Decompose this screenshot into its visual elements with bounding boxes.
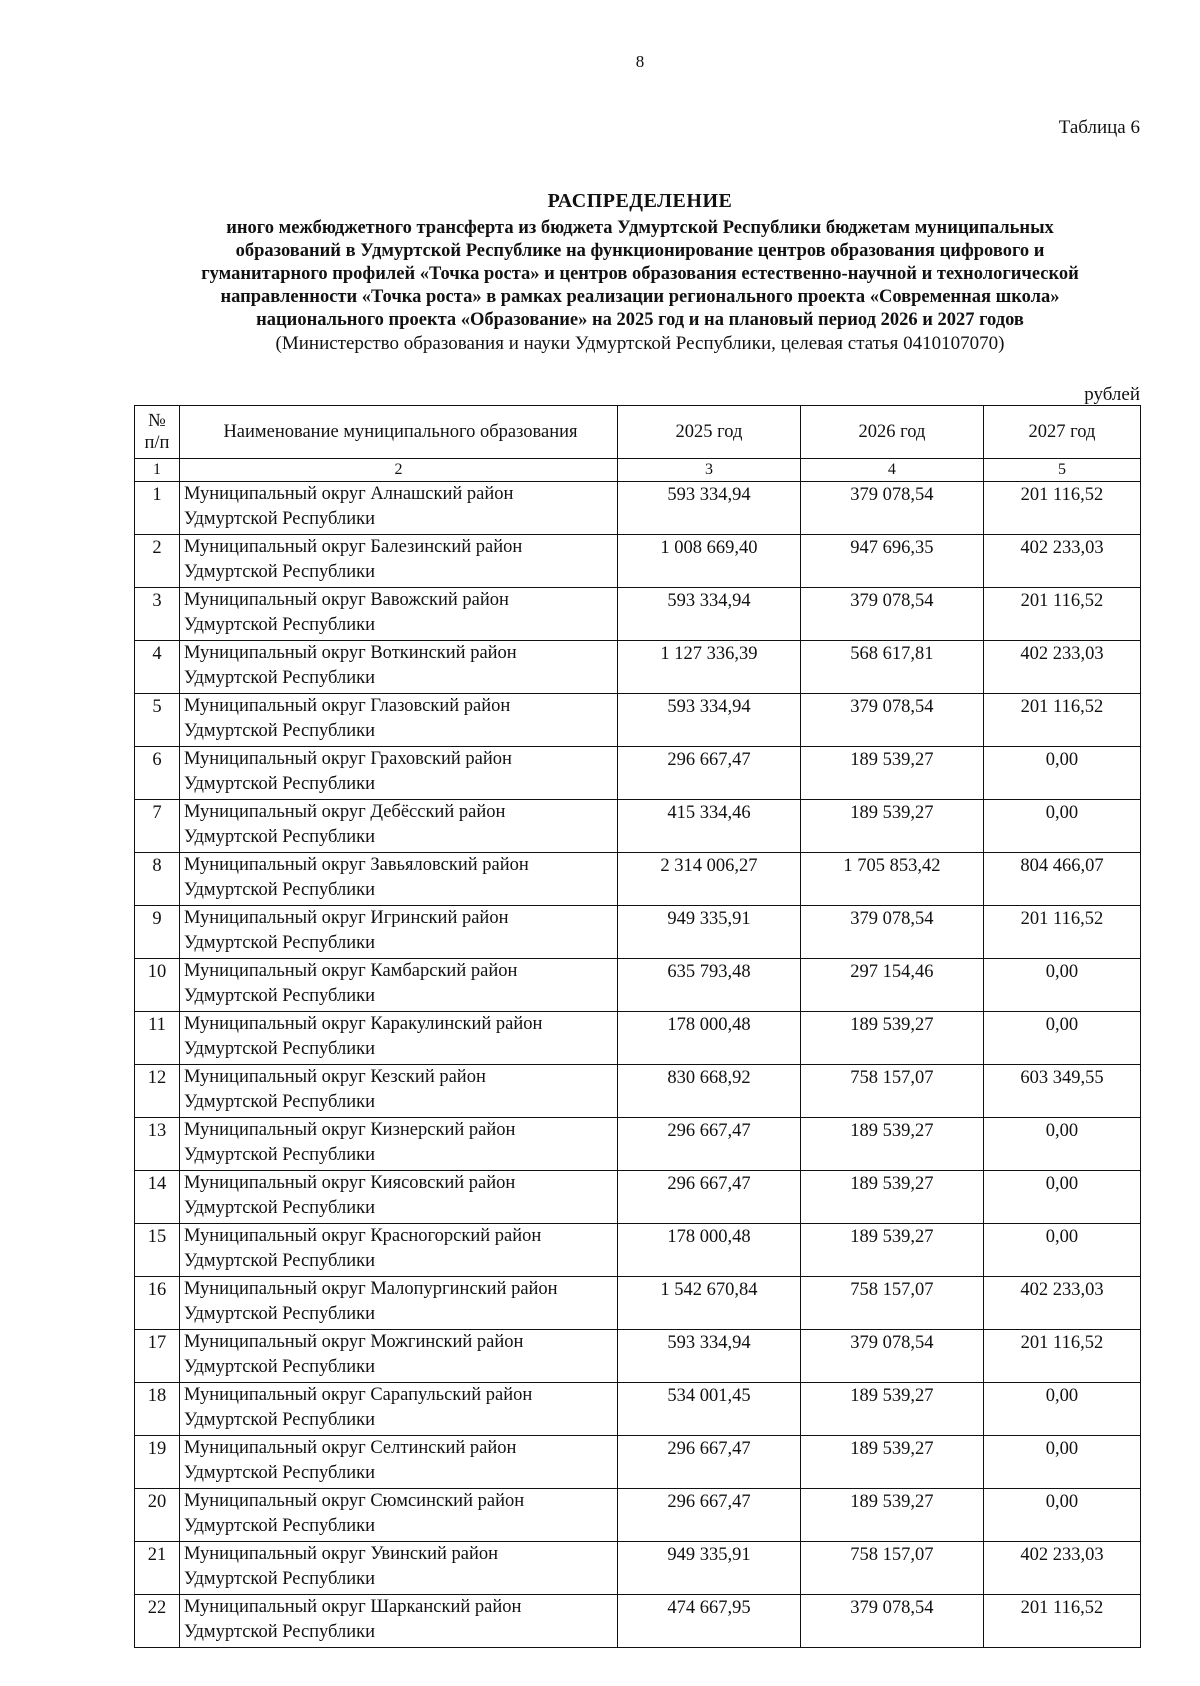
municipality-name [180,1489,618,1542]
header-2025: 2025 год [618,406,801,459]
municipality-name-line2: Удмуртской Республики [184,668,376,688]
municipality-name-line2: Удмуртской Республики [184,562,376,582]
municipality-name-line2: Удмуртской Республики [184,509,376,529]
municipality-name [180,1277,618,1330]
value-2026: 189 539,27 [800,800,983,853]
municipality-name-line2: Удмуртской Республики [184,880,376,900]
value-2026: 1 705 853,42 [800,853,983,906]
municipality-name-line1: Муниципальный округ Шарканский район [184,1597,522,1617]
column-index-row [135,459,1141,482]
value-2025: 415 334,46 [618,800,801,853]
table-row [135,641,1141,694]
value-2027: 0,00 [983,1118,1140,1171]
table-row [135,800,1141,853]
value-2025: 593 334,94 [618,588,801,641]
row-number: 15 [135,1224,180,1277]
value-2025: 534 001,45 [618,1383,801,1436]
value-2027: 0,00 [983,747,1140,800]
value-2027: 0,00 [983,1383,1140,1436]
municipality-name [180,1595,618,1648]
municipality-name-line1: Муниципальный округ Увинский район [184,1544,499,1564]
table-row [135,959,1141,1012]
value-2026: 758 157,07 [800,1065,983,1118]
table-row [135,1383,1141,1436]
table-row [135,1330,1141,1383]
municipality-name-line1: Муниципальный округ Кизнерский район [184,1120,516,1140]
value-2025: 2 314 006,27 [618,853,801,906]
column-index: 2 [180,459,618,482]
municipality-name-line1: Муниципальный округ Кезский район [184,1067,486,1087]
municipality-name-line2: Удмуртской Республики [184,1092,376,1112]
table-label: Таблица 6 [1058,117,1140,138]
table-row [135,1489,1141,1542]
row-number: 21 [135,1542,180,1595]
municipality-name-line1: Муниципальный округ Селтинский район [184,1438,517,1458]
municipality-name-line2: Удмуртской Республики [184,721,376,741]
municipality-name-line1: Муниципальный округ Алнашский район [184,484,514,504]
value-2027: 201 116,52 [983,694,1140,747]
value-2027: 0,00 [983,1436,1140,1489]
header-number-line2: п/п [144,433,170,453]
table-row [135,853,1141,906]
municipality-name-line1: Муниципальный округ Сарапульский район [184,1385,533,1405]
municipality-name-line1: Муниципальный округ Граховский район [184,749,512,769]
row-number: 3 [135,588,180,641]
row-number: 4 [135,641,180,694]
table-row [135,1065,1141,1118]
table-row [135,1118,1141,1171]
row-number: 20 [135,1489,180,1542]
row-number: 14 [135,1171,180,1224]
row-number: 10 [135,959,180,1012]
value-2027: 201 116,52 [983,588,1140,641]
municipality-name [180,906,618,959]
header-2026: 2026 год [800,406,983,459]
municipality-name [180,1012,618,1065]
value-2026: 379 078,54 [800,588,983,641]
municipality-name-line1: Муниципальный округ Игринский район [184,908,509,928]
municipality-name-line1: Муниципальный округ Сюмсинский район [184,1491,525,1511]
header-2027: 2027 год [983,406,1140,459]
municipality-name-line1: Муниципальный округ Каракулинский район [184,1014,543,1034]
value-2025: 593 334,94 [618,1330,801,1383]
municipality-name [180,588,618,641]
value-2027: 402 233,03 [983,1542,1140,1595]
value-2025: 1 127 336,39 [618,641,801,694]
header-name: Наименование муниципального образования [180,406,618,459]
table-row [135,1595,1141,1648]
title-line: гуманитарного профилей «Точка роста» и центров образования естественно-научной и технологической [201,264,1079,284]
row-number: 11 [135,1012,180,1065]
value-2025: 593 334,94 [618,482,801,535]
value-2026: 189 539,27 [800,1383,983,1436]
value-2027: 201 116,52 [983,1595,1140,1648]
value-2026: 189 539,27 [800,747,983,800]
municipality-name [180,800,618,853]
value-2025: 178 000,48 [618,1224,801,1277]
row-number: 8 [135,853,180,906]
value-2027: 0,00 [983,1012,1140,1065]
value-2027: 201 116,52 [983,906,1140,959]
value-2026: 758 157,07 [800,1542,983,1595]
header-number [135,406,180,459]
row-number: 13 [135,1118,180,1171]
value-2026: 297 154,46 [800,959,983,1012]
title-line: национального проекта «Образование» на 2025 год и на плановый период 2026 и 2027 годов [256,310,1024,330]
value-2025: 296 667,47 [618,1118,801,1171]
row-number: 9 [135,906,180,959]
value-2026: 758 157,07 [800,1277,983,1330]
municipality-name-line1: Муниципальный округ Воткинский район [184,643,517,663]
row-number: 22 [135,1595,180,1648]
value-2027: 402 233,03 [983,641,1140,694]
value-2027: 201 116,52 [983,1330,1140,1383]
value-2026: 189 539,27 [800,1171,983,1224]
value-2026: 379 078,54 [800,482,983,535]
municipality-name-line2: Удмуртской Республики [184,827,376,847]
municipality-name [180,1118,618,1171]
value-2026: 379 078,54 [800,1595,983,1648]
table-row [135,1277,1141,1330]
value-2026: 189 539,27 [800,1436,983,1489]
municipality-name [180,1065,618,1118]
header-number-line1: № [148,411,166,431]
row-number: 18 [135,1383,180,1436]
municipality-name-line1: Муниципальный округ Балезинский район [184,537,523,557]
row-number: 16 [135,1277,180,1330]
municipality-name [180,482,618,535]
value-2027: 402 233,03 [983,1277,1140,1330]
municipality-name-line2: Удмуртской Республики [184,1463,376,1483]
unit-label: рублей [1084,384,1140,405]
municipality-name-line1: Муниципальный округ Дебёсский район [184,802,506,822]
municipality-name-line2: Удмуртской Республики [184,1357,376,1377]
municipality-name [180,1171,618,1224]
municipality-name [180,694,618,747]
municipality-name [180,1224,618,1277]
document-title [120,190,1160,356]
row-number: 6 [135,747,180,800]
title-main: РАСПРЕДЕЛЕНИЕ [547,190,733,212]
row-number: 19 [135,1436,180,1489]
municipality-name [180,853,618,906]
value-2025: 296 667,47 [618,1436,801,1489]
municipality-name [180,1383,618,1436]
value-2025: 296 667,47 [618,1171,801,1224]
value-2025: 178 000,48 [618,1012,801,1065]
municipality-name-line2: Удмуртской Республики [184,1198,376,1218]
value-2025: 296 667,47 [618,747,801,800]
municipality-name-line1: Муниципальный округ Можгинский район [184,1332,524,1352]
title-line: направленности «Точка роста» в рамках реализации регионального проекта «Современная школа» [220,287,1060,307]
value-2026: 189 539,27 [800,1118,983,1171]
municipality-name-line2: Удмуртской Республики [184,1410,376,1430]
municipality-name-line2: Удмуртской Республики [184,1039,376,1059]
value-2027: 0,00 [983,959,1140,1012]
row-number: 12 [135,1065,180,1118]
municipality-name-line1: Муниципальный округ Завьяловский район [184,855,529,875]
row-number: 2 [135,535,180,588]
table-row [135,535,1141,588]
value-2026: 379 078,54 [800,906,983,959]
value-2026: 189 539,27 [800,1489,983,1542]
table-row [135,1436,1141,1489]
municipality-name [180,959,618,1012]
value-2027: 804 466,07 [983,853,1140,906]
value-2025: 593 334,94 [618,694,801,747]
value-2025: 949 335,91 [618,906,801,959]
municipality-name [180,641,618,694]
table-row [135,1171,1141,1224]
value-2026: 189 539,27 [800,1224,983,1277]
municipality-name-line2: Удмуртской Республики [184,774,376,794]
value-2027: 201 116,52 [983,482,1140,535]
municipality-name-line2: Удмуртской Республики [184,1516,376,1536]
value-2027: 0,00 [983,800,1140,853]
value-2027: 0,00 [983,1171,1140,1224]
value-2026: 947 696,35 [800,535,983,588]
table-body [135,482,1141,1648]
page-number: 8 [635,52,645,71]
row-number: 17 [135,1330,180,1383]
value-2025: 949 335,91 [618,1542,801,1595]
row-number: 7 [135,800,180,853]
municipality-name [180,535,618,588]
value-2027: 0,00 [983,1224,1140,1277]
column-index: 5 [983,459,1140,482]
table-row [135,747,1141,800]
table-row [135,694,1141,747]
value-2025: 635 793,48 [618,959,801,1012]
value-2025: 474 667,95 [618,1595,801,1648]
municipality-name-line1: Муниципальный округ Малопургинский район [184,1279,558,1299]
value-2026: 189 539,27 [800,1012,983,1065]
municipality-name-line1: Муниципальный округ Камбарский район [184,961,518,981]
value-2026: 379 078,54 [800,1330,983,1383]
table-row [135,1542,1141,1595]
municipality-name-line1: Муниципальный округ Киясовский район [184,1173,516,1193]
value-2027: 603 349,55 [983,1065,1140,1118]
municipality-name [180,1436,618,1489]
table-row [135,1224,1141,1277]
municipality-name-line2: Удмуртской Республики [184,986,376,1006]
table-row [135,588,1141,641]
table-row [135,482,1141,535]
column-index: 3 [618,459,801,482]
value-2025: 296 667,47 [618,1489,801,1542]
title-line: иного межбюджетного трансферта из бюджета Удмуртской Республики бюджетам муниципальных [226,218,1054,238]
table-header-row [135,406,1141,459]
municipality-name-line2: Удмуртской Республики [184,1569,376,1589]
municipality-name-line2: Удмуртской Республики [184,1251,376,1271]
table-row [135,906,1141,959]
table-row [135,1012,1141,1065]
column-index: 1 [135,459,180,482]
municipality-name-line2: Удмуртской Республики [184,615,376,635]
municipality-name-line2: Удмуртской Республики [184,933,376,953]
municipality-name [180,747,618,800]
title-subtitle: (Министерство образования и науки Удмуртской Республики, целевая статья 0410107070) [275,333,1005,354]
municipality-name-line2: Удмуртской Республики [184,1622,376,1642]
municipality-name [180,1542,618,1595]
municipality-name-line1: Муниципальный округ Вавожский район [184,590,509,610]
municipality-name [180,1330,618,1383]
municipality-name-line2: Удмуртской Республики [184,1145,376,1165]
row-number: 5 [135,694,180,747]
column-index: 4 [800,459,983,482]
value-2026: 379 078,54 [800,694,983,747]
municipality-name-line1: Муниципальный округ Красногорский район [184,1226,542,1246]
value-2026: 568 617,81 [800,641,983,694]
value-2025: 830 668,92 [618,1065,801,1118]
value-2025: 1 008 669,40 [618,535,801,588]
title-line: образований в Удмуртской Республике на функционирование центров образования цифрового и [235,241,1045,261]
value-2027: 0,00 [983,1489,1140,1542]
row-number: 1 [135,482,180,535]
municipality-name-line2: Удмуртской Республики [184,1304,376,1324]
value-2025: 1 542 670,84 [618,1277,801,1330]
distribution-table [134,405,1141,1648]
municipality-name-line1: Муниципальный округ Глазовский район [184,696,511,716]
value-2027: 402 233,03 [983,535,1140,588]
